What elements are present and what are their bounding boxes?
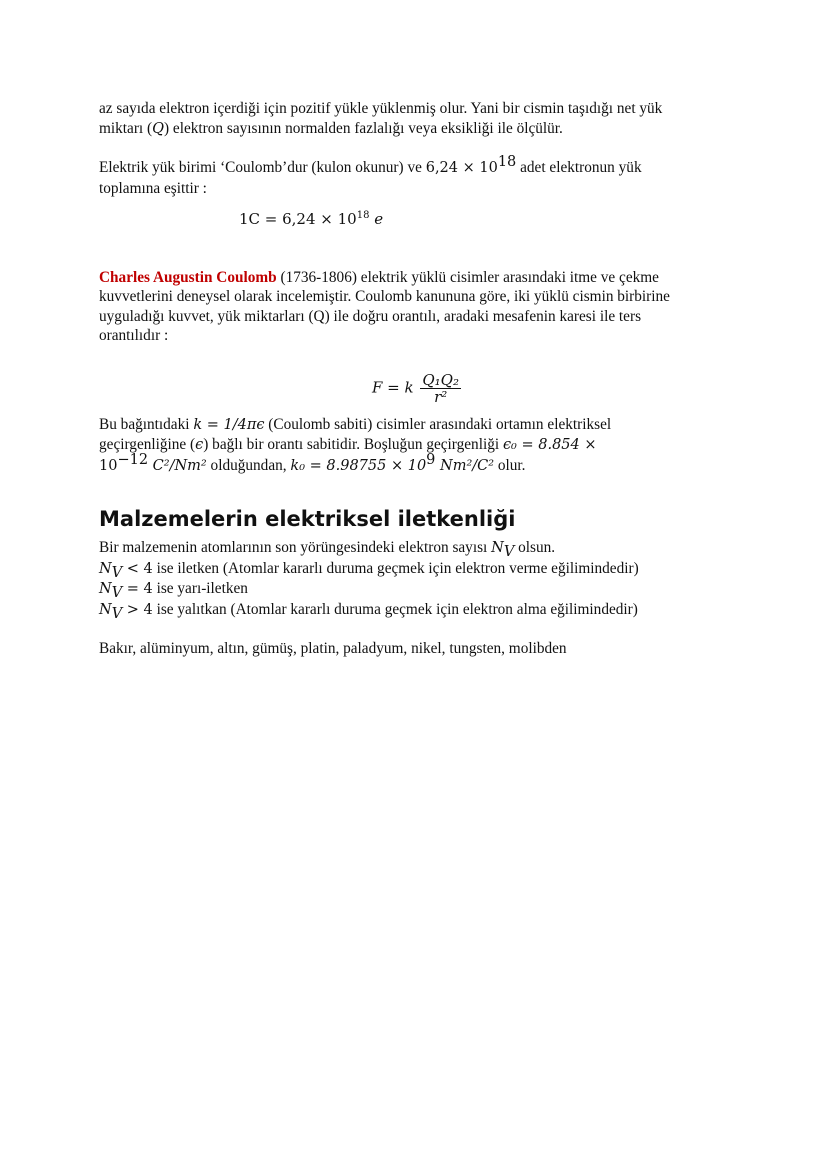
valence-row-insulator: $N_V > 4$ ise yalıtkan (Atomlar kararlı duruma geçmek için elektron alma eğilimindedir) <box>99 600 638 622</box>
section-heading: Malzemelerin elektriksel iletkenliği <box>99 507 516 531</box>
metals-list: Bakır, alüminyum, altın, gümüş, platin, paladyum, nikel, tungsten, molibden <box>99 640 567 657</box>
paragraph-coulomb-law: Charles Augustin Coulomb (1736-1806) elektrik yüklü cisimler arasındaki itme ve çekme kuvvetlerini deneysel olarak incelemiştir. Coulomb kanununa göre, iki yüklü cismin birbirine uyguladığı kuvvet, yük miktarları (Q) ile doğru orantılı, aradaki mesafenin karesi ile ters orantılıdır : <box>99 268 670 344</box>
valence-row-semiconductor: $N_V = 4$ ise yarı-iletken <box>99 580 248 602</box>
equation-coulomb-law: F = k $\frac{\text{Q₁Q₂}}{\text{r²}}$ <box>371 370 459 406</box>
valence-row-conductor: $N_V < 4$ ise iletken (Atomlar kararlı duruma geçmek için elektron verme eğilimindedir) <box>99 559 639 581</box>
document-page <box>99 99 734 659</box>
paragraph-coulomb-constant: Bu bağıntıdaki k = 1/4πϵ (Coulomb sabiti) cisimler arasındaki ortamın elektriksel geçirgenliğine (ϵ) bağlı bir orantı sabitidir. Boşluğun geçirgenliği ϵ₀ = 8.854 × $10^{-12}$ C²/Nm² olduğundan, $k_0 = 8.98755 \times 10^9$ Nm²/C² olur. <box>99 415 612 474</box>
equation-coulomb-unit: $1C = 6,24 \times 10^{18}$ e <box>239 210 384 228</box>
fraction: $\frac{\text{Q₁Q₂}}{\text{r²}}$ <box>422 370 459 406</box>
scientist-name: Charles Augustin Coulomb <box>99 268 277 286</box>
paragraph-charge: az sayıda elektron içerdiği için pozitif yükle yüklenmiş olur. Yani bir cismin taşıdığı net yük miktarı (Q) elektron sayısının normalden fazlalığı veya eksikliği ile ölçülür. <box>99 100 663 137</box>
paragraph-valence: Bir malzemenin atomlarının son yörüngesindeki elektron sayısı $N_V$ olsun. <box>99 539 556 561</box>
paragraph-coulomb-unit: Elektrik yük birimi ‘Coulomb’dur (kulon okunur) ve $6,24 \times 10^{18}$ adet elektronun yük toplamına eşittir : <box>99 153 642 197</box>
